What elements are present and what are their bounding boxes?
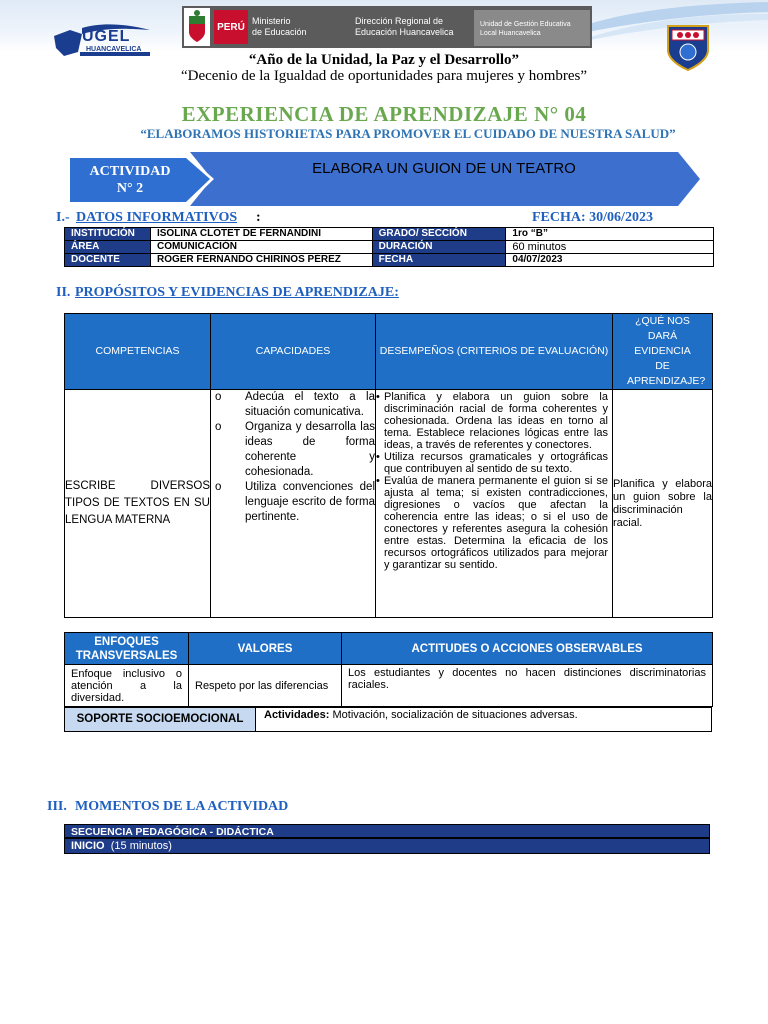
info-value: 04/07/2023 (506, 254, 714, 267)
inicio-label: INICIO (71, 840, 105, 852)
table-header-row (65, 633, 713, 665)
evidencia-cell: Planifica y elabora un guion sobre la discriminación racial. (613, 390, 713, 618)
soporte-key: Actividades: (264, 709, 330, 721)
list-item (376, 475, 608, 571)
enfoque-cell: Enfoque inclusivo o atención a la diversidad. (65, 665, 189, 707)
year-motto: “Año de la Unidad, la Paz y el Desarrollo” (248, 52, 520, 68)
ministry-line-2: de Educación (252, 27, 307, 37)
info-label: DURACIÓN (372, 241, 506, 254)
ugel-region: HUANCAVELICA (86, 46, 142, 53)
capacidad-text: Utiliza convenciones del lenguaje escrito de forma pertinente. (245, 481, 375, 523)
header-capacidades: CAPACIDADES (211, 314, 376, 390)
section-2-title: PROPÓSITOS Y EVIDENCIAS DE APRENDIZAJE: (75, 285, 399, 300)
table-row (65, 254, 714, 267)
list-item (211, 480, 375, 525)
soporte-value: Motivación, socialización de situaciones adversas. (329, 709, 578, 721)
info-value: ISOLINA CLOTET DE FERNANDINI (150, 228, 372, 241)
section-1-colon: : (256, 210, 261, 225)
list-marker: o (215, 481, 222, 493)
ministry-name (252, 16, 344, 38)
table-row (65, 241, 714, 254)
regional-line-1: Dirección Regional de (355, 16, 444, 26)
local-unit-name (480, 20, 590, 38)
header-enfoques: ENFOQUES TRANSVERSALES (65, 633, 189, 665)
regional-line-2: Educación Huancavelica (355, 27, 454, 37)
ministry-line-1: Ministerio (252, 16, 291, 26)
local-line-1: Unidad de Gestión Educativa (480, 21, 571, 28)
desempeno-text: Utiliza recursos gramaticales y ortográficas que contribuyen al sentido de su texto. (384, 451, 608, 475)
info-value: ROGER FERNANDO CHIRINOS PÉREZ (150, 254, 372, 267)
national-shield-icon (184, 8, 210, 46)
list-item (211, 390, 375, 420)
desempenos-cell (376, 390, 613, 618)
list-marker: • (376, 391, 380, 403)
competencia-cell: ESCRIBE DIVERSOS TIPOS DE TEXTOS EN SU LENGUA MATERNA (65, 390, 211, 618)
soporte-label: SOPORTE SOCIOEMOCIONAL (65, 708, 256, 731)
desempenos-list (376, 391, 608, 571)
table-row (65, 665, 713, 707)
sequence-bar: SECUENCIA PEDAGÓGICA - DIDÁCTICA (64, 824, 710, 838)
table-row (65, 228, 714, 241)
list-item (376, 391, 608, 451)
info-value: 1ro “B” (506, 228, 714, 241)
desempeno-text: Planifica y elabora un guion sobre la discriminación racial de forma coherentes y cohesionada. Ordena las ideas en torno al tema. Establece relaciones lógicas entre las ideas, a través de referentes y conectores. (384, 391, 608, 451)
local-line-2: Local Huancavelica (480, 30, 541, 37)
list-item (376, 451, 608, 475)
activity-title: ELABORA UN GUION DE UN TEATRO (312, 160, 576, 177)
activity-label-line-2: N° 2 (116, 181, 144, 196)
table-row (65, 390, 713, 618)
ugel-name: UGEL (82, 28, 131, 45)
activity-label-line-1: ACTIVIDAD (89, 164, 171, 179)
info-table (64, 227, 714, 267)
section-3-title: MOMENTOS DE LA ACTIVIDAD (75, 799, 289, 814)
capacidad-text: Adecúa el texto a la situación comunicativa. (245, 391, 375, 418)
actitud-cell: Los estudiantes y docentes no hacen distinciones discriminatorias raciales. (342, 665, 713, 707)
peru-label: PERÚ (214, 10, 248, 44)
table-header-row (65, 314, 713, 390)
header-competencias: COMPETENCIAS (65, 314, 211, 390)
info-label: FECHA (372, 254, 506, 267)
info-label: GRADO/ SECCIÓN (372, 228, 506, 241)
capacidad-text: Organiza y desarrolla las ideas de forma coherente y cohesionada. (245, 421, 375, 478)
info-label: INSTITUCIÓN (65, 228, 151, 241)
valor-cell: Respeto por las diferencias (189, 665, 342, 707)
header-valores: VALORES (189, 633, 342, 665)
info-value: COMUNICACIÓN (150, 241, 372, 254)
regional-direction-name (355, 16, 467, 38)
capacidades-cell (211, 390, 376, 618)
section-1-date: FECHA: 30/06/2023 (532, 210, 653, 225)
list-item (211, 420, 375, 480)
header-evidencia: ¿QUÉ NOS DARÁ EVIDENCIA DE APRENDIZAJE? (613, 314, 713, 390)
section-1-title: DATOS INFORMATIVOS (76, 210, 238, 225)
experience-title: EXPERIENCIA DE APRENDIZAJE N° 04 (181, 102, 587, 126)
list-marker: • (376, 475, 380, 487)
soporte-text (264, 708, 578, 722)
approaches-table (64, 632, 713, 707)
header-actitudes: ACTITUDES O ACCIONES OBSERVABLES (342, 633, 713, 665)
list-marker: o (215, 421, 222, 433)
capacidades-list (211, 390, 375, 525)
info-value: 60 minutos (506, 241, 714, 254)
section-2-number: II. (56, 285, 71, 300)
competencies-table (64, 313, 713, 618)
list-marker: • (376, 451, 380, 463)
info-label: ÁREA (65, 241, 151, 254)
inicio-bar (64, 838, 710, 854)
section-1-number: I.- (56, 210, 70, 225)
decade-motto: “Decenio de la Igualdad de oportunidades para mujeres y hombres” (180, 68, 588, 84)
header-desempenos: DESEMPEÑOS (CRITERIOS DE EVALUACIÓN) (376, 314, 613, 390)
list-marker: o (215, 391, 222, 403)
section-3-number: III. (47, 799, 67, 814)
info-label: DOCENTE (65, 254, 151, 267)
inicio-duration: (15 minutos) (110, 840, 172, 852)
activity-number (80, 163, 180, 197)
experience-subtitle: “ELABORAMOS HISTORIETAS PARA PROMOVER EL CUIDADO DE NUESTRA SALUD” (140, 126, 676, 141)
desempeno-text: Evalúa de manera permanente el guion si se ajusta al tema; si existen contradicciones, digresiones o vacíos que afectan la coherencia entre las ideas; o si el uso de conectores y referentes asegura la cohesión entre estas. Determina la eficacia de los recursos ortográficos utilizados para mejorar y garantizar su sentido. (384, 475, 608, 571)
